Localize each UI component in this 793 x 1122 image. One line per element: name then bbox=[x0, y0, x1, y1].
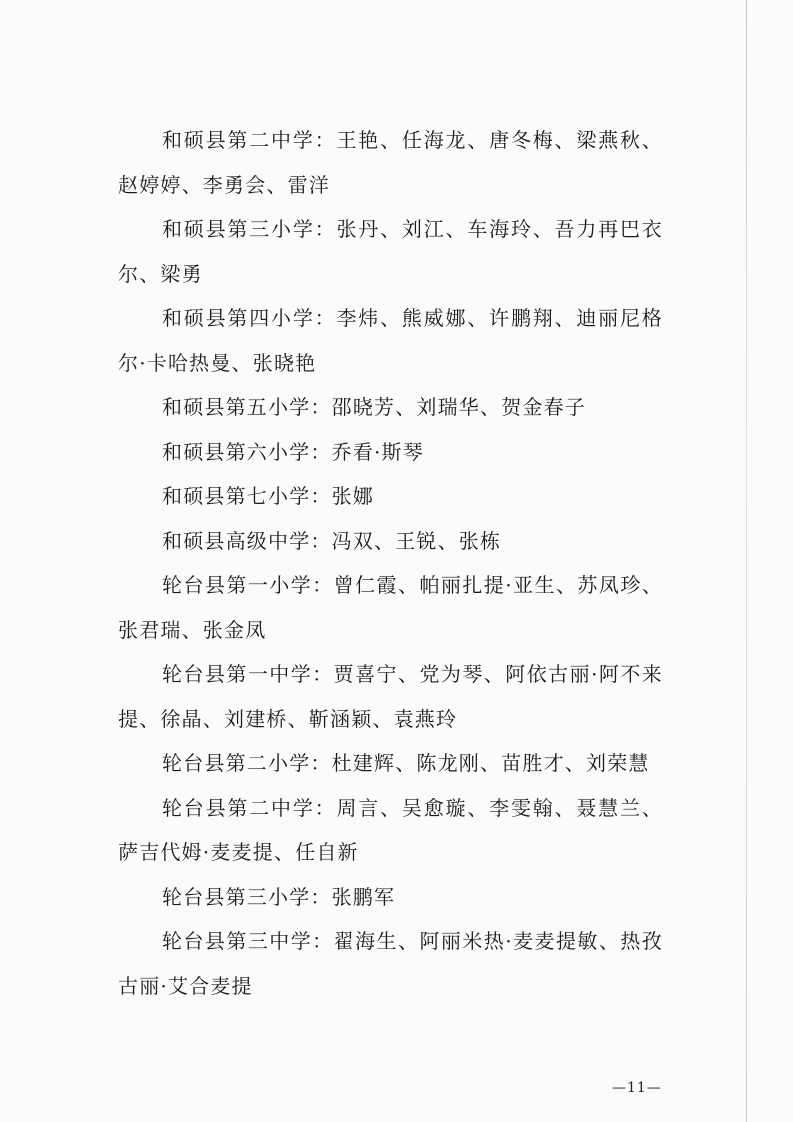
entry-luntai-no2-middle: 轮台县第二中学：周言、吴愈璇、李雯翰、聂慧兰、萨吉代姆·麦麦提、任自新 bbox=[118, 795, 663, 864]
entry-luntai-no2-primary: 轮台县第二小学：杜建辉、陈龙刚、苗胜才、刘荣慧 bbox=[162, 751, 650, 775]
entry-luntai-no1-primary: 轮台县第一小学：曾仁霞、帕丽扎提·亚生、苏凤珍、张君瑞、张金凤 bbox=[118, 573, 663, 642]
entry-luntai-no1-middle: 轮台县第一中学：贾喜宁、党为琴、阿依古丽·阿不来提、徐晶、刘建桥、靳涵颖、袁燕玲 bbox=[118, 662, 663, 731]
document-body bbox=[118, 118, 663, 1008]
entry-hejing-no4-primary: 和硕县第四小学：李炜、熊威娜、许鹏翔、迪丽尼格尔·卡哈热曼、张晓艳 bbox=[118, 306, 663, 375]
entry-hejing-no3-primary: 和硕县第三小学：张丹、刘江、车海玲、吾力再巴衣尔、梁勇 bbox=[118, 217, 663, 286]
entry-luntai-no3-middle: 轮台县第三中学：翟海生、阿丽米热·麦麦提敏、热孜古丽·艾合麦提 bbox=[118, 929, 663, 998]
entry-hejing-no6-primary: 和硕县第六小学：乔看·斯琴 bbox=[162, 439, 424, 464]
entry-hejing-no5-primary: 和硕县第五小学：邵晓芳、刘瑞华、贺金春子 bbox=[162, 395, 586, 419]
entry-luntai-no3-primary: 轮台县第三小学：张鹏军 bbox=[162, 884, 396, 909]
entry-hejing-no2-middle: 和硕县第二中学：王艳、任海龙、唐冬梅、梁燕秋、赵婷婷、李勇会、雷洋 bbox=[118, 128, 663, 197]
page-number: —11— bbox=[612, 1080, 662, 1096]
entry-hejing-no7-primary: 和硕县第七小学：张娜 bbox=[162, 484, 374, 508]
entry-hejing-senior-high: 和硕县高级中学：冯双、王锐、张栋 bbox=[162, 528, 502, 553]
scan-edge-line bbox=[746, 0, 747, 1122]
